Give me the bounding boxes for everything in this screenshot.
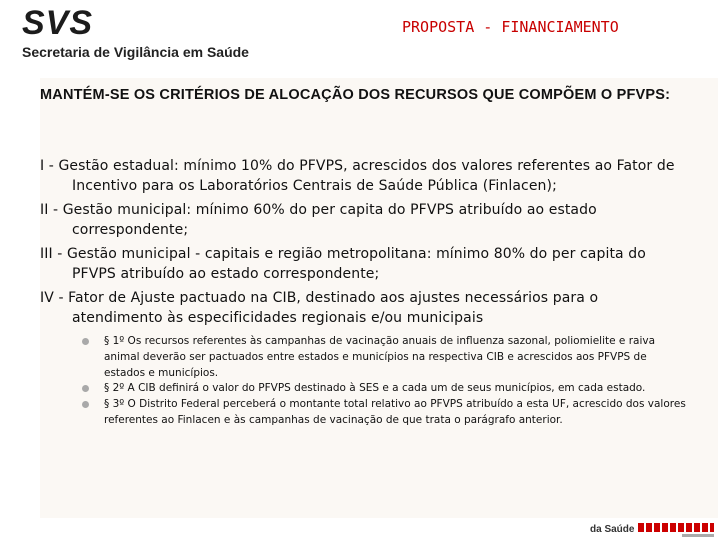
footer-ministry-text: da Saúde — [590, 524, 635, 535]
criteria-item-1: I - Gestão estadual: mínimo 10% do PFVPS, acrescidos dos valores referentes ao Fator de Incentivo para os Laboratórios Centrais de Saúde Pública (Finlacen); — [40, 158, 675, 194]
logo-subtitle: Secretaria de Vigilância em Saúde — [22, 44, 249, 60]
criteria-item-2: II - Gestão municipal: mínimo 60% do per capita do PFVPS atribuído ao estado correspondente; — [40, 202, 597, 238]
criteria-list — [40, 156, 690, 332]
slide-title: PROPOSTA - FINANCIAMENTO — [402, 18, 619, 36]
paragraph-text: § 3º O Distrito Federal perceberá o montante total relativo ao PFVPS atribuído a esta UF, acrescido dos valores referentes ao Finlacen e às campanhas de vacinação de que trata o parágrafo anterior. — [104, 398, 686, 426]
svs-logo — [22, 4, 249, 60]
logo-mark: SVS — [22, 4, 94, 42]
criteria-heading: MANTÉM-SE OS CRITÉRIOS DE ALOCAÇÃO DOS RECURSOS QUE COMPÕEM O PFVPS: — [40, 87, 671, 103]
paragraph-item-3 — [80, 397, 690, 429]
footer-brand-substrip — [682, 534, 714, 537]
criteria-item-4: IV - Fator de Ajuste pactuado na CIB, destinado aos ajustes necessários para o atendimento às especificidades regionais e/ou municipais — [40, 290, 599, 326]
footer-brand-strip — [638, 523, 714, 532]
paragraph-item-2 — [80, 381, 690, 397]
bullet-dot-icon — [82, 385, 89, 392]
paragraph-text: § 2º A CIB definirá o valor do PFVPS destinado à SES e a cada um de seus municípios, em cada estado. — [104, 382, 646, 395]
paragraph-item-1 — [80, 334, 690, 381]
paragraph-list — [80, 334, 690, 429]
bullet-dot-icon — [82, 338, 89, 345]
bullet-dot-icon — [82, 401, 89, 408]
criteria-item-3: III - Gestão municipal - capitais e região metropolitana: mínimo 80% do per capita do PFVPS atribuído ao estado correspondente; — [40, 246, 646, 282]
paragraph-text: § 1º Os recursos referentes às campanhas de vacinação anuais de influenza sazonal, poliomielite e raiva animal deverão ser pactuados entre estados e municípios na respectiva CIB e acrescidos aos PFVPS de estados e municípios. — [104, 335, 656, 379]
